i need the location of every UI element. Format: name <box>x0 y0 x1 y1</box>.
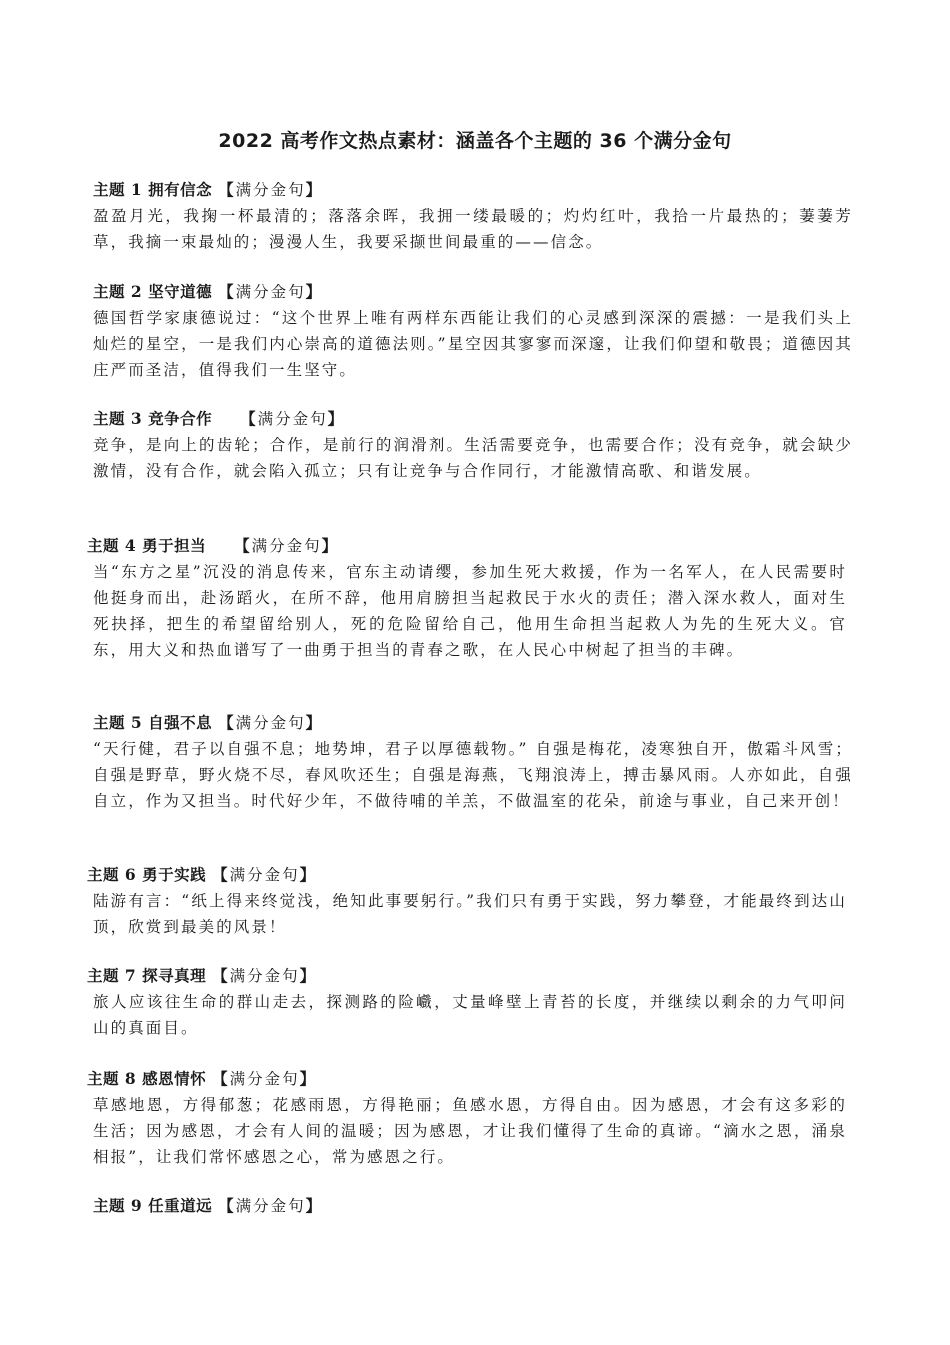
section-topic-5 <box>93 710 853 814</box>
section-heading <box>93 710 853 736</box>
section-topic-9 <box>93 1193 853 1219</box>
section-heading <box>93 406 853 432</box>
tag-label: 【满分金句】 <box>218 282 324 301</box>
section-text: 旅人应该往生命的群山走去，探测路的险巇，丈量峰壁上青苔的长度，并继续以剩余的力气叩问山的真面目。 <box>93 993 847 1037</box>
section-topic-8 <box>87 1066 847 1170</box>
tag-label: 【满分金句】 <box>234 536 340 555</box>
topic-label: 主题 5 自强不息 <box>93 713 213 732</box>
tag-label: 【满分金句】 <box>240 409 346 428</box>
tag-label: 【满分金句】 <box>218 713 324 732</box>
document-title: 2022 高考作文热点素材：涵盖各个主题的 36 个满分金句 <box>218 130 732 152</box>
section-text: 盈盈月光，我掬一杯最清的；落落余晖，我拥一缕最暖的；灼灼红叶，我拾一片最热的；萋萋芳草，我摘一束最灿的；漫漫人生，我要采撷世间最重的——信念。 <box>93 207 853 251</box>
section-text: “天行健，君子以自强不息；地势坤，君子以厚德载物。” 自强是梅花，凌寒独自开，傲霜斗风雪；自强是野草，野火烧不尽，春风吹还生；自强是海燕，飞翔浪涛上，搏击暴风雨。人亦如此，自强自立，作为又担当。时代好少年，不做待哺的羊羔，不做温室的花朵，前途与事业，自己来开创！ <box>93 740 853 810</box>
section-topic-2 <box>93 279 853 383</box>
section-heading <box>93 279 853 305</box>
section-text: 陆游有言：“纸上得来终觉浅，绝知此事要躬行。”我们只有勇于实践，努力攀登，才能最终到达山顶，欣赏到最美的风景！ <box>93 892 847 936</box>
section-topic-3 <box>93 406 853 484</box>
section-topic-6 <box>87 862 847 940</box>
topic-label: 主题 4 勇于担当 <box>87 536 207 555</box>
section-heading <box>87 1066 847 1092</box>
tag-label: 【满分金句】 <box>212 1069 318 1088</box>
section-topic-7 <box>87 963 847 1041</box>
section-text: 竞争，是向上的齿轮；合作，是前行的润滑剂。生活需要竞争，也需要合作；没有竞争，就会缺少激情，没有合作，就会陷入孤立；只有让竞争与合作同行，才能激情高歌、和谐发展。 <box>93 436 853 480</box>
section-heading <box>87 862 847 888</box>
section-heading <box>87 533 847 559</box>
section-topic-4 <box>87 533 847 663</box>
topic-label: 主题 9 任重道远 <box>93 1196 213 1215</box>
topic-label: 主题 2 坚守道德 <box>93 282 213 301</box>
section-heading <box>87 963 847 989</box>
tag-label: 【满分金句】 <box>212 966 318 985</box>
tag-label: 【满分金句】 <box>218 180 324 199</box>
topic-label: 主题 7 探寻真理 <box>87 966 207 985</box>
section-heading <box>93 1193 853 1219</box>
section-text: 草感地恩，方得郁葱；花感雨恩，方得艳丽；鱼感水恩，方得自由。因为感恩，才会有这多彩的生活；因为感恩，才会有人间的温暖；因为感恩，才让我们懂得了生命的真谛。“滴水之恩，涌泉相报”，让我们常怀感恩之心，常为感恩之行。 <box>93 1096 847 1166</box>
section-topic-1 <box>93 177 853 255</box>
section-heading <box>93 177 853 203</box>
section-text: 德国哲学家康德说过：“这个世界上唯有两样东西能让我们的心灵感到深深的震撼：一是我们头上灿烂的星空，一是我们内心崇高的道德法则。”星空因其寥寥而深邃，让我们仰望和敬畏；道德因其庄严而圣洁，值得我们一生坚守。 <box>93 309 853 379</box>
topic-label: 主题 3 竞争合作 <box>93 409 213 428</box>
topic-label: 主题 8 感恩情怀 <box>87 1069 207 1088</box>
section-text: 当“东方之星”沉没的消息传来，官东主动请缨，参加生死大救援，作为一名军人，在人民需要时他挺身而出，赴汤蹈火，在所不辞，他用肩膀担当起救民于水火的责任；潜入深水救人，面对生死抉择，把生的希望留给别人，死的危险留给自己，他用生命担当起救人为先的生死大义。官东，用大义和热血谱写了一曲勇于担当的青春之歌，在人民心中树起了担当的丰碑。 <box>93 563 847 659</box>
topic-label: 主题 1 拥有信念 <box>93 180 213 199</box>
tag-label: 【满分金句】 <box>212 865 318 884</box>
topic-label: 主题 6 勇于实践 <box>87 865 207 884</box>
tag-label: 【满分金句】 <box>218 1196 324 1215</box>
